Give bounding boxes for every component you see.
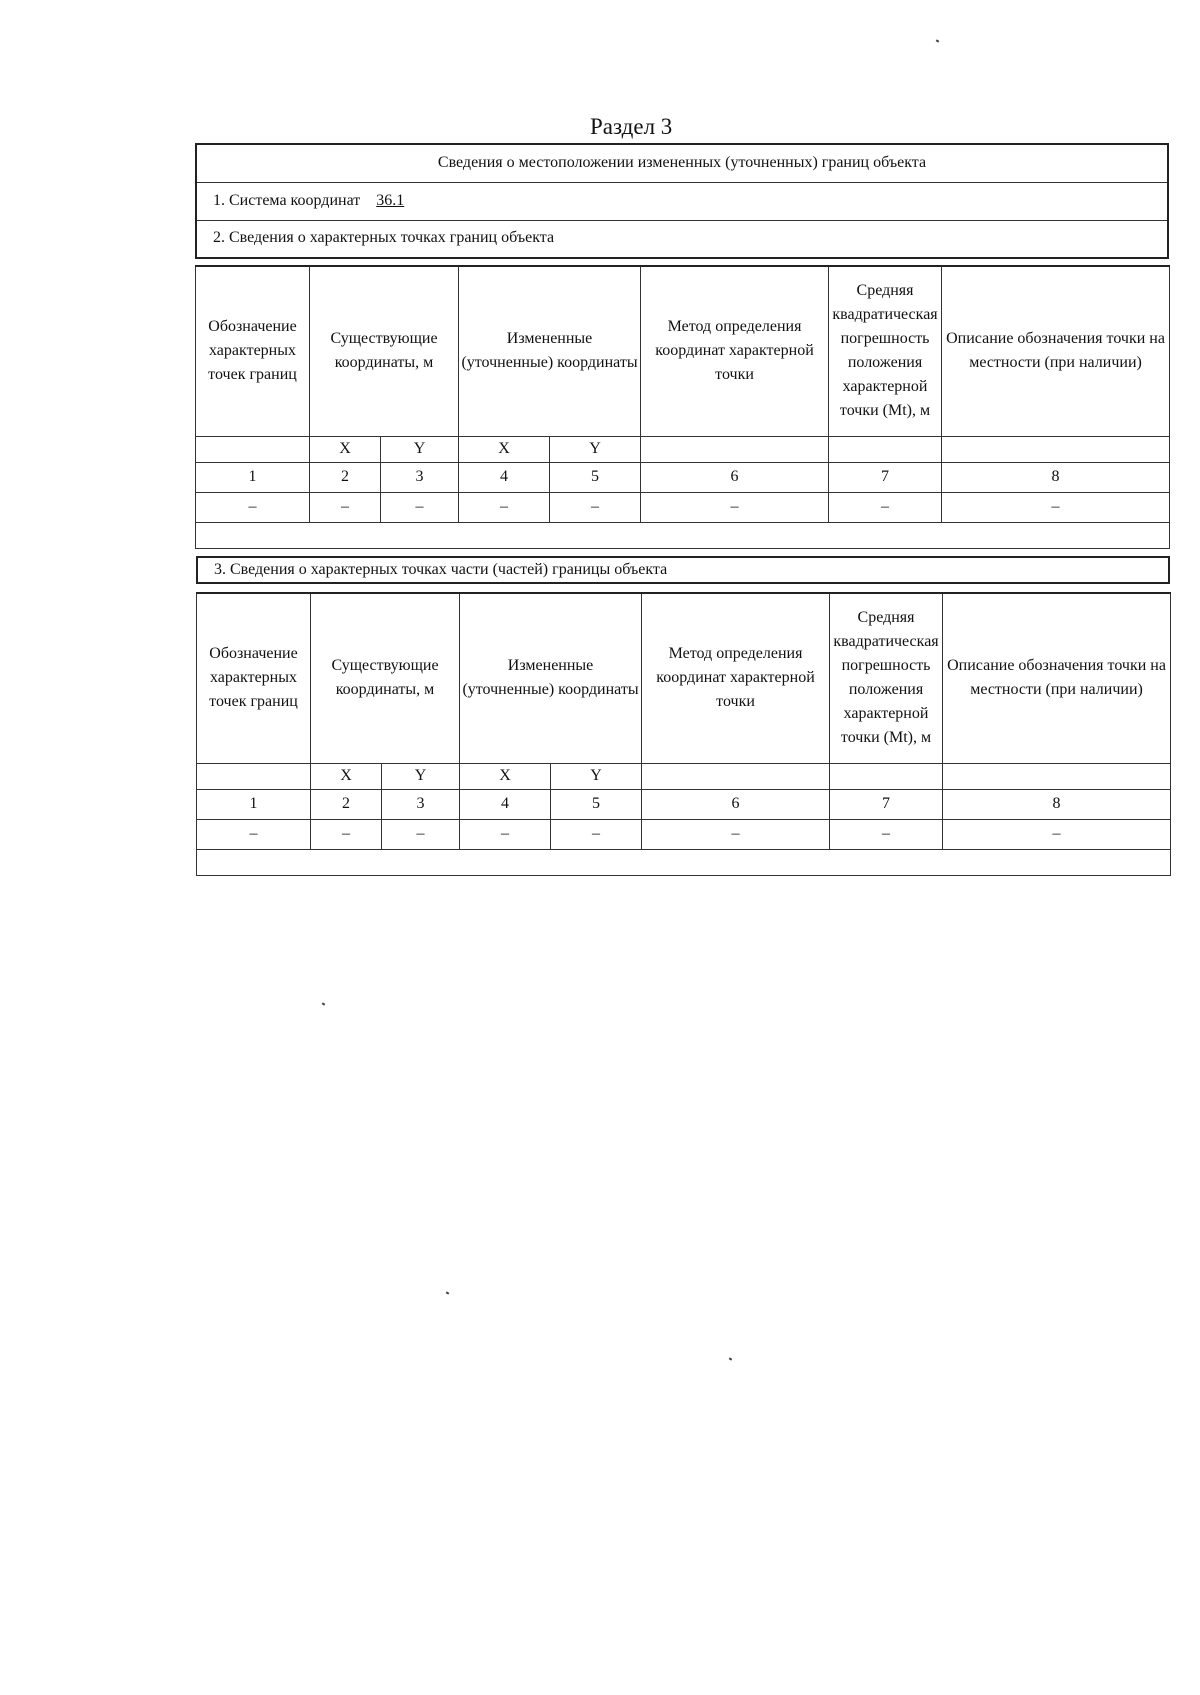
col-header-description: Описание обозначения точки на местности (при наличии) — [942, 266, 1170, 436]
column-number: 6 — [642, 789, 830, 819]
column-number: 2 — [311, 789, 382, 819]
column-number: 7 — [830, 789, 943, 819]
dash-cell: – — [550, 492, 641, 522]
column-numbers-row — [196, 462, 1170, 492]
dash-cell: – — [642, 819, 830, 849]
dash-cell: – — [460, 819, 551, 849]
column-number: 8 — [943, 789, 1171, 819]
coordinate-system-value: 36.1 — [376, 192, 405, 209]
dash-cell: – — [381, 492, 459, 522]
scan-speck — [729, 1357, 733, 1360]
column-number: 5 — [551, 789, 642, 819]
col-header-method: Метод определения координат характерной точки — [642, 593, 830, 763]
page-title: Раздел 3 — [590, 114, 673, 139]
cell — [197, 763, 311, 789]
dash-cell: – — [311, 819, 382, 849]
column-number: 3 — [382, 789, 460, 819]
cell — [642, 763, 830, 789]
cell — [196, 436, 310, 462]
col-header-method: Метод определения координат характерной точки — [641, 266, 829, 436]
col-header-point-designation: Обозначение характерных точек границ — [196, 266, 310, 436]
dash-cell: – — [459, 492, 550, 522]
dash-cell: – — [830, 819, 943, 849]
y-label: Y — [550, 436, 641, 462]
xy-row — [197, 763, 1171, 789]
dash-cell: – — [943, 819, 1171, 849]
column-number: 4 — [459, 462, 550, 492]
dash-cell: – — [310, 492, 381, 522]
column-number: 2 — [310, 462, 381, 492]
section2-title: 2. Сведения о характерных точках границ объекта — [213, 229, 555, 246]
xy-row — [196, 436, 1170, 462]
cell — [830, 763, 943, 789]
scan-speck — [936, 39, 940, 42]
col-header-changed-coords: Измененные (уточненные) координаты — [459, 266, 641, 436]
y-label: Y — [382, 763, 460, 789]
dash-row — [197, 819, 1171, 849]
col-header-existing-coords: Существующие координаты, м — [310, 266, 459, 436]
dash-cell: – — [942, 492, 1170, 522]
empty-row — [196, 522, 1170, 548]
dash-cell: – — [641, 492, 829, 522]
cell — [942, 436, 1170, 462]
column-number: 4 — [460, 789, 551, 819]
dash-cell: – — [551, 819, 642, 849]
dash-cell: – — [829, 492, 942, 522]
empty-cell — [197, 849, 1171, 875]
dash-cell: – — [382, 819, 460, 849]
x-label: X — [310, 436, 381, 462]
x-label: X — [459, 436, 550, 462]
col-header-error: Средняя квадратическая погрешность положения характерной точки (Mt), м — [830, 593, 943, 763]
y-label: Y — [551, 763, 642, 789]
scan-speck — [322, 1002, 326, 1005]
col-header-existing-coords: Существующие координаты, м — [311, 593, 460, 763]
cell — [641, 436, 829, 462]
section-heading: Сведения о местоположении измененных (уточненных) границ объекта — [197, 145, 1167, 183]
column-numbers-row — [197, 789, 1171, 819]
boundary-points-table — [195, 265, 1170, 549]
empty-cell — [196, 522, 1170, 548]
scan-speck — [446, 1291, 450, 1294]
col-header-changed-coords: Измененные (уточненные) координаты — [460, 593, 642, 763]
empty-row — [197, 849, 1171, 875]
y-label: Y — [381, 436, 459, 462]
coordinate-system-label: 1. Система координат — [213, 192, 361, 209]
column-number: 6 — [641, 462, 829, 492]
column-number: 5 — [550, 462, 641, 492]
coordinate-system-row — [197, 183, 1167, 221]
column-number: 1 — [197, 789, 311, 819]
column-number: 1 — [196, 462, 310, 492]
cell — [829, 436, 942, 462]
part-boundary-points-table — [196, 592, 1171, 876]
header-box — [195, 143, 1169, 259]
dash-row — [196, 492, 1170, 522]
column-number: 3 — [381, 462, 459, 492]
x-label: X — [460, 763, 551, 789]
x-label: X — [311, 763, 382, 789]
cell — [943, 763, 1171, 789]
column-number: 7 — [829, 462, 942, 492]
col-header-error: Средняя квадратическая погрешность положения характерной точки (Mt), м — [829, 266, 942, 436]
col-header-point-designation: Обозначение характерных точек границ — [197, 593, 311, 763]
dash-cell: – — [197, 819, 311, 849]
column-number: 8 — [942, 462, 1170, 492]
section3-title: 3. Сведения о характерных точках части (частей) границы объекта — [196, 556, 1170, 584]
col-header-description: Описание обозначения точки на местности (при наличии) — [943, 593, 1171, 763]
dash-cell: – — [196, 492, 310, 522]
